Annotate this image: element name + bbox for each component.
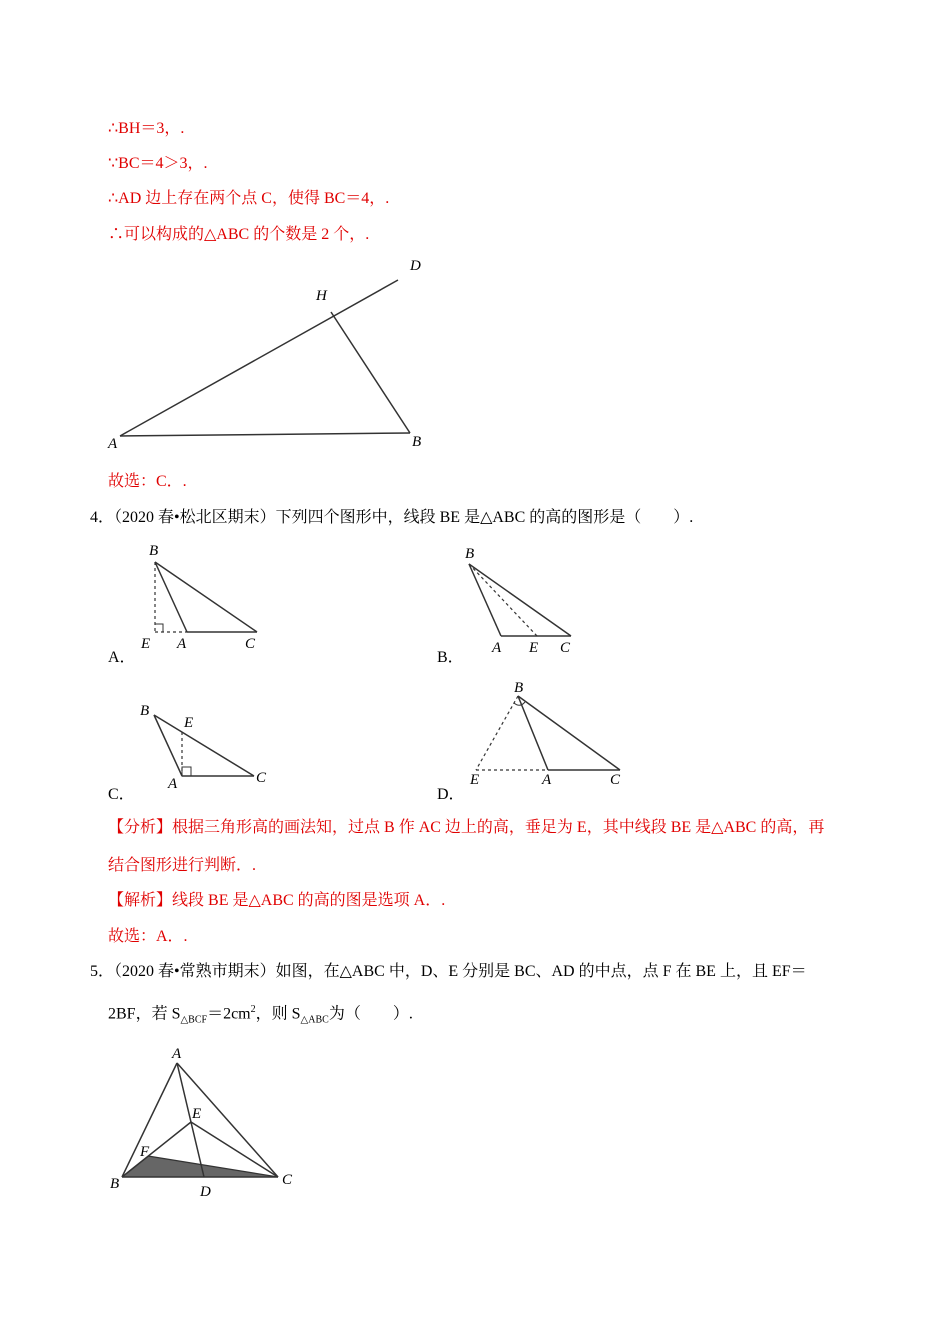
- q4-analysis-text-1: 根据三角形高的画法知，过点 B 作 AC 边上的高，垂足为 E，其中线段 BE 是△ABC 的高，再: [172, 819, 825, 836]
- q4-figure-d: [462, 676, 632, 791]
- q4d-label-e: E: [470, 772, 480, 788]
- q5-number: 5．: [90, 963, 115, 980]
- q4-answer: 故选：A．.: [108, 928, 188, 945]
- q5-label-c: C: [282, 1172, 293, 1188]
- q4-option-a[interactable]: A．: [108, 649, 136, 666]
- solution-line-4: ∴可以构成的△ABC 的个数是 2 个，.: [108, 226, 370, 243]
- solution-line-2: ∵BC＝4＞3，.: [108, 155, 208, 172]
- q4c-label-e: E: [184, 715, 194, 731]
- q4d-label-b: B: [514, 680, 524, 696]
- q4a-label-a: A: [177, 636, 187, 652]
- q4-option-c[interactable]: C．: [108, 786, 135, 803]
- label-a: A: [108, 436, 118, 452]
- q5-label-f: F: [140, 1144, 150, 1160]
- q5-label-a: A: [172, 1046, 182, 1062]
- q5-label-d: D: [200, 1184, 211, 1200]
- q5-stem-part-c: ，则 S: [255, 1005, 301, 1023]
- q4-solution: [108, 891, 445, 911]
- solution-line-1: ∴BH＝3，.: [108, 120, 185, 137]
- solution-answer: 故选：C．.: [108, 473, 187, 490]
- q4a-label-b: B: [149, 543, 159, 559]
- q5-stem-part-d: 为（ ）.: [328, 1005, 413, 1023]
- q5-figure: [100, 1040, 320, 1210]
- figure-triangle-abh: [100, 250, 450, 460]
- q4-solution-tag: 【解析】: [108, 892, 173, 909]
- q4-stem: [90, 508, 693, 528]
- q4-analysis-tag: 【分析】: [108, 819, 173, 836]
- q4-analysis-l1: [108, 818, 824, 838]
- q5-stem-text-1: （2020 春•常熟市期末）如图，在△ABC 中，D、E 分别是 BC、AD 的中点，点 F 在 BE 上，且 EF＝: [114, 963, 807, 980]
- q5-stem-sub-bcf: △BCF: [180, 1014, 208, 1026]
- q5-stem-sup: 2: [250, 1004, 256, 1015]
- q5-stem-part-a: 2BF，若 S: [108, 1005, 181, 1023]
- q4-option-d[interactable]: D．: [437, 786, 465, 803]
- q4-figure-a: [135, 540, 275, 655]
- label-h: H: [316, 288, 327, 304]
- q4d-label-a: A: [542, 772, 552, 788]
- q5-label-b: B: [110, 1176, 120, 1192]
- q4c-label-b: B: [140, 703, 150, 719]
- q4-stem-text: （2020 春•松北区期末）下列四个图形中，线段 BE 是△ABC 的高的图形是（ ）.: [114, 509, 694, 526]
- q4c-label-c: C: [256, 770, 267, 786]
- q4-figure-c: [130, 700, 280, 795]
- q4-figure-b: [455, 542, 595, 657]
- q4-analysis-l2: 结合图形进行判断．.: [108, 857, 257, 874]
- q4-solution-text: 线段 BE 是△ABC 的高的图是选项 A．.: [172, 892, 446, 909]
- q4-number: 4．: [90, 509, 115, 526]
- q4c-label-a: A: [168, 776, 178, 792]
- q5-stem-part-b: ＝2cm: [207, 1005, 251, 1023]
- q5-label-e: E: [192, 1106, 202, 1122]
- q4a-label-e: E: [141, 636, 151, 652]
- q4a-label-c: C: [245, 636, 256, 652]
- q4-option-b[interactable]: B．: [437, 649, 464, 666]
- q4d-label-c: C: [610, 772, 621, 788]
- label-d: D: [410, 258, 421, 274]
- q4b-label-b: B: [465, 546, 475, 562]
- solution-line-3: ∴AD 边上存在两个点 C，使得 BC＝4，.: [108, 190, 390, 207]
- q4b-label-e: E: [529, 640, 539, 656]
- label-b: B: [412, 434, 422, 450]
- q4b-label-c: C: [560, 640, 571, 656]
- q4b-label-a: A: [492, 640, 502, 656]
- q5-stem-sub-abc: △ABC: [300, 1014, 329, 1026]
- q5-stem-l1: [90, 962, 807, 982]
- q5-stem-l2: [108, 1000, 413, 1031]
